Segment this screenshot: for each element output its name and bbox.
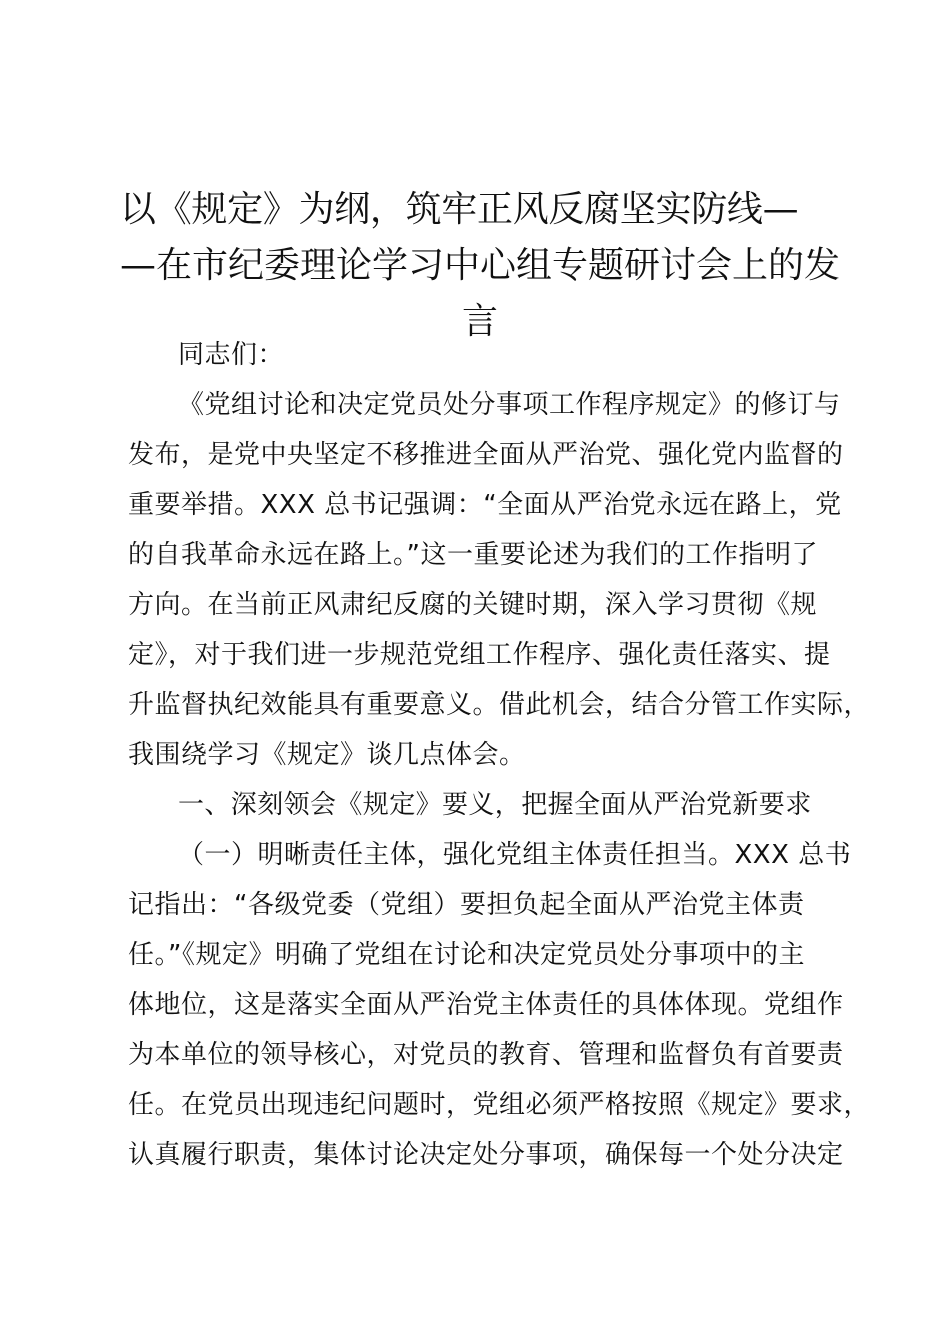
paragraph-line: 为本单位的领导核心，对党员的教育、管理和监督负有首要责 xyxy=(128,1040,844,1070)
paragraph-line: 升监督执纪效能具有重要意义。借此机会，结合分管工作实际， xyxy=(128,690,871,720)
paragraph-line: 《党组讨论和决定党员处分事项工作程序规定》的修订与 xyxy=(178,390,841,420)
paragraph-line: 发布，是党中央坚定不移推进全面从严治党、强化党内监督的 xyxy=(128,440,844,470)
paragraph-line: 任。”《规定》明确了党组在讨论和决定党员处分事项中的主 xyxy=(128,940,805,970)
paragraph-line: 的自我革命永远在路上。”这一重要论述为我们的工作指明了 xyxy=(128,540,818,570)
paragraph-line: 我围绕学习《规定》谈几点体会。 xyxy=(128,740,526,770)
paragraph-line: 认真履行职责，集体讨论决定处分事项，确保每一个处分决定 xyxy=(128,1140,844,1170)
paragraph-line: （一）明晰责任主体，强化党组主体责任担当。XXX 总书 xyxy=(178,840,852,870)
paragraph-line: 任。在党员出现违纪问题时，党组必须严格按照《规定》要求， xyxy=(128,1090,871,1120)
paragraph-line: 重要举措。XXX 总书记强调：“全面从严治党永远在路上，党 xyxy=(128,490,842,520)
section-heading: 一、深刻领会《规定》要义，把握全面从严治党新要求 xyxy=(178,790,812,820)
paragraph-1 xyxy=(128,380,871,780)
paragraph-line: 定》，对于我们进一步规范党组工作程序、强化责任落实、提 xyxy=(128,640,831,670)
title-line: 言 xyxy=(461,301,498,342)
document-body xyxy=(128,330,871,1180)
paragraph-2 xyxy=(128,830,871,1180)
salutation: 同志们： xyxy=(178,340,285,370)
title-line: 以《规定》为纲，筑牢正风反腐坚实防线— xyxy=(120,189,799,230)
document-title xyxy=(120,182,840,350)
paragraph-line: 体地位，这是落实全面从严治党主体责任的具体体现。党组作 xyxy=(128,990,844,1020)
paragraph-line: 记指出：“各级党委（党组）要担负起全面从严治党主体责 xyxy=(128,890,805,920)
title-line: —在市纪委理论学习中心组专题研讨会上的发 xyxy=(120,245,841,286)
paragraph-line: 方向。在当前正风肃纪反腐的关键时期，深入学习贯彻《规 xyxy=(128,590,818,620)
